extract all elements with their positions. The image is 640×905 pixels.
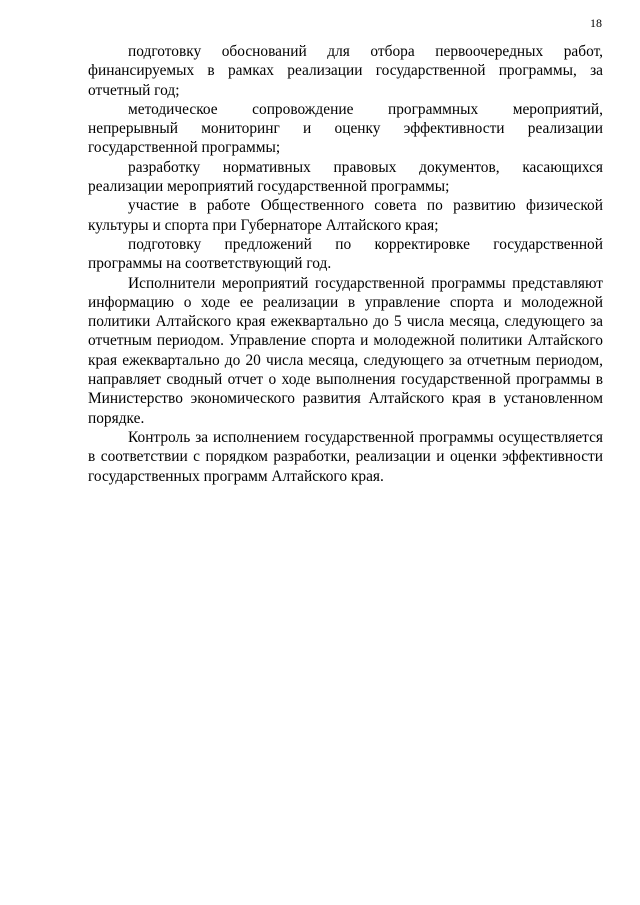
- paragraph-correction-proposals: подготовку предложений по корректировке государственной программы на соответствующий год.: [88, 235, 603, 273]
- page-number: 18: [590, 16, 602, 30]
- paragraph-regulatory-documents: разработку нормативных правовых документов, касающихся реализации мероприятий государственной программы;: [88, 158, 603, 196]
- paragraph-reporting-procedure: Исполнители мероприятий государственной программы представляют информацию о ходе ее реализации в управление спорта и молодежной политики Алтайского края ежеквартально до 5 числа месяца, следующего за отчетным периодом. Управление спорта и молодежной политики Алтайского края ежеквартально до 20 числа месяца, следующего за отчетным периодом, направляет сводный отчет о ходе выполнения государственной программы в Министерство экономического развития Алтайского края в установленном порядке.: [88, 274, 603, 427]
- document-body: [88, 42, 603, 486]
- paragraph-justification-preparation: подготовку обоснований для отбора первоочередных работ, финансируемых в рамках реализации государственной программы, за отчетный год;: [88, 43, 603, 99]
- paragraph-public-council: участие в работе Общественного совета по развитию физической культуры и спорта при Губернаторе Алтайского края;: [88, 197, 603, 234]
- paragraph-program-control: Контроль за исполнением государственной программы осуществляется в соответствии с порядком разработки, реализации и оценки эффективности государственных программ Алтайского края.: [88, 428, 603, 485]
- paragraph-methodical-support: методическое сопровождение программных мероприятий, непрерывный мониторинг и оценку эффективности реализации государственной программы;: [88, 100, 603, 157]
